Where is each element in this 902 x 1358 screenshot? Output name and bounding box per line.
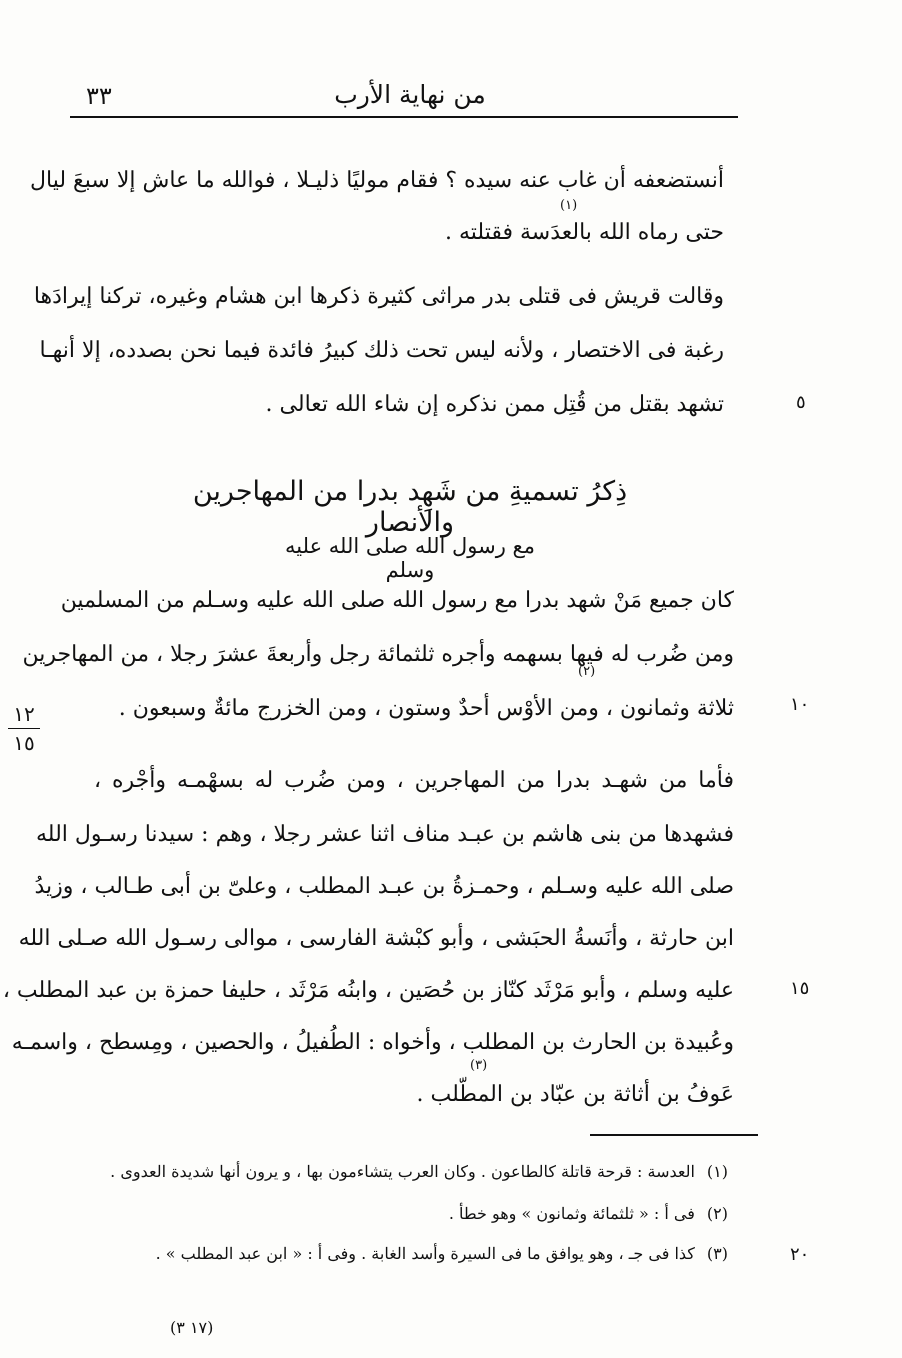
footnote-number: (٣) bbox=[706, 1244, 728, 1263]
text-line: فأما من شهـد بدرا من المهاجرين ، ومن ضُرب له بسهْمـه وأجْره ، bbox=[94, 768, 734, 793]
footnote-text: فى أ : « ثلثمائة وثمانون » وهو خطأ . bbox=[448, 1204, 695, 1223]
text-line: ثلاثة وثمانون ، ومن الأوْس أحدٌ وستون ، ومن الخزرج مائةٌ وسبعون . bbox=[118, 696, 734, 721]
footnote-text: العدسة : قرحة قاتلة كالطاعون . وكان العرب يتشاءمون بها ، و يرون أنها شديدة العدوى . bbox=[110, 1162, 695, 1181]
footnote bbox=[110, 1162, 728, 1181]
text-line: عَوفُ بن أثاثة بن عبّاد بن المطّلب . bbox=[416, 1082, 734, 1107]
fraction-top: ١٢ bbox=[13, 702, 35, 726]
line-number: ٢٠ bbox=[790, 1244, 810, 1265]
text-line: وعُبيدة بن الحارث بن المطلب ، وأخواه : الطُفيلُ ، والحصين ، ومِسطح ، واسمـه bbox=[11, 1030, 734, 1055]
text-line: كان جميع مَنْ شهد بدرا مع رسول الله صلى الله عليه وسـلم من المسلمين bbox=[60, 588, 734, 613]
page-reference-fraction bbox=[4, 702, 44, 755]
line-number: ٥ bbox=[796, 392, 806, 413]
footnote-text: كذا فى جـ ، وهو يوافق ما فى السيرة وأسد الغابة . وفى أ : « ابن عبد المطلب » . bbox=[155, 1244, 695, 1263]
header-rule bbox=[70, 116, 738, 118]
text-line: أنستضعفه أن غاب عنه سيده ؟ فقام موليًا ذليـلا ، فوالله ما عاش إلا سبعَ ليال bbox=[30, 168, 724, 193]
footnote bbox=[449, 1204, 728, 1223]
text-line: فشهدها من بنى هاشم بن عبـد مناف اثنا عشر رجلا ، وهم : سيدنا رسـول الله bbox=[36, 822, 734, 847]
footnote bbox=[156, 1244, 728, 1263]
fraction-bar bbox=[8, 728, 40, 729]
footnote-marker: (٢) bbox=[578, 664, 596, 679]
line-number: ١٠ bbox=[790, 694, 810, 715]
text-line: حتى رماه الله بالعدَسة فقتلته . bbox=[445, 220, 724, 245]
text-line: ابن حارثة ، وأنَسةُ الحبَشى ، وأبو كبْشة الفارسى ، موالى رسـول الله صـلى الله bbox=[18, 926, 734, 951]
footnote-number: (١) bbox=[706, 1162, 728, 1181]
footnote-number: (٢) bbox=[706, 1204, 728, 1223]
page-number: ٣٣ bbox=[86, 82, 112, 110]
fraction-bottom: ١٥ bbox=[13, 731, 35, 755]
section-subheading: مع رسول الله صلى الله عليه وسلم bbox=[285, 534, 535, 582]
text-line: ومن ضُرب له فيها بسهمه وأجره ثلثمائة رجل وأربعةَ عشرَ رجلا ، من المهاجرين bbox=[22, 642, 734, 667]
text-line: عليه وسلم ، وأبو مَرْثَد كنّاز بن حُصَين ، وابنُه مَرْثَد ، حليفا حمزة بن عبد المطلب ، bbox=[2, 978, 734, 1003]
text-line: رغبة فى الاختصار ، ولأنه ليس تحت ذلك كبيرُ فائدة فيما نحن بصدده، إلا أنهـا bbox=[39, 338, 724, 363]
line-number: ١٥ bbox=[790, 978, 810, 999]
text-line: تشهد بقتل من قُتِل ممن نذكره إن شاء الله تعالى . bbox=[265, 392, 724, 417]
footnote-rule bbox=[590, 1134, 758, 1136]
section-heading: ذِكرُ تسميةِ من شَهِد بدرا من المهاجرين والأنصار bbox=[192, 476, 628, 538]
text-line: صلى الله عليه وسـلم ، وحمـزةُ بن عبـد المطلب ، وعلىّ بن أبى طـالب ، وزيدُ bbox=[34, 874, 734, 899]
footnote-marker: (١) bbox=[560, 198, 578, 213]
signature-mark: (١٧ ٣) bbox=[170, 1318, 214, 1337]
text-line: وقالت قريش فى قتلى بدر مراثى كثيرة ذكرها ابن هشام وغيره، تركنا إيرادَها bbox=[33, 284, 724, 309]
running-title: من نهاية الأرب bbox=[334, 80, 486, 109]
footnote-marker: (٣) bbox=[470, 1058, 488, 1073]
